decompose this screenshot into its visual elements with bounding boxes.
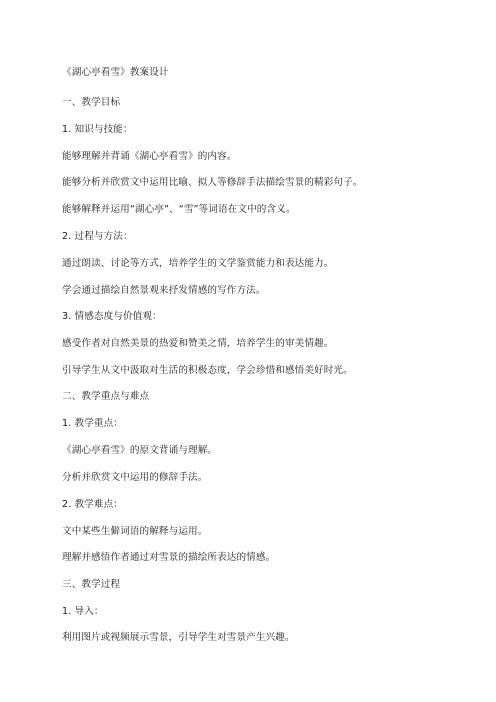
subsection-heading: 1. 教学重点： bbox=[62, 418, 123, 429]
paragraph: 文中某些生僻词语的解释与运用。 bbox=[62, 526, 208, 537]
subsection-heading: 3. 情感态度与价值观： bbox=[62, 311, 162, 322]
paragraph: 通过朗读、讨论等方式，培养学生的文学鉴赏能力和表达能力。 bbox=[62, 258, 334, 269]
document-title: 《湖心亭看雪》教案设计 bbox=[62, 67, 169, 78]
paragraph: 分析并欣赏文中运用的修辞手法。 bbox=[62, 472, 208, 483]
paragraph: 《湖心亭看雪》的原文背诵与理解。 bbox=[62, 445, 218, 456]
subsection-heading: 2. 过程与方法： bbox=[62, 231, 133, 242]
section-heading: 一、教学目标 bbox=[62, 97, 121, 108]
paragraph: 感受作者对自然美景的热爱和赞美之情，培养学生的审美情趣。 bbox=[62, 338, 334, 349]
section-heading: 三、教学过程 bbox=[62, 579, 121, 590]
paragraph: 学会通过描绘自然景观来抒发情感的写作方法。 bbox=[62, 285, 266, 296]
subsection-heading: 1. 知识与技能： bbox=[62, 124, 133, 135]
paragraph: 理解并感悟作者通过对雪景的描绘所表达的情感。 bbox=[62, 552, 276, 563]
paragraph: 能够理解并背诵《湖心亭看雪》的内容。 bbox=[62, 151, 237, 162]
subsection-heading: 1. 导入： bbox=[62, 606, 104, 617]
section-heading: 二、教学重点与难点 bbox=[62, 391, 150, 402]
paragraph: 能够解释并运用“湖心亭”、“雪”等词语在文中的含义。 bbox=[62, 204, 296, 215]
subsection-heading: 2. 教学难点： bbox=[62, 499, 123, 510]
paragraph: 利用图片或视频展示雪景，引导学生对雪景产生兴趣。 bbox=[62, 632, 295, 643]
paragraph: 能够分析并欣赏文中运用比喻、拟人等修辞手法描绘雪景的精彩句子。 bbox=[62, 177, 363, 188]
paragraph: 引导学生从文中汲取对生活的积极态度，学会珍惜和感悟美好时光。 bbox=[62, 365, 353, 376]
